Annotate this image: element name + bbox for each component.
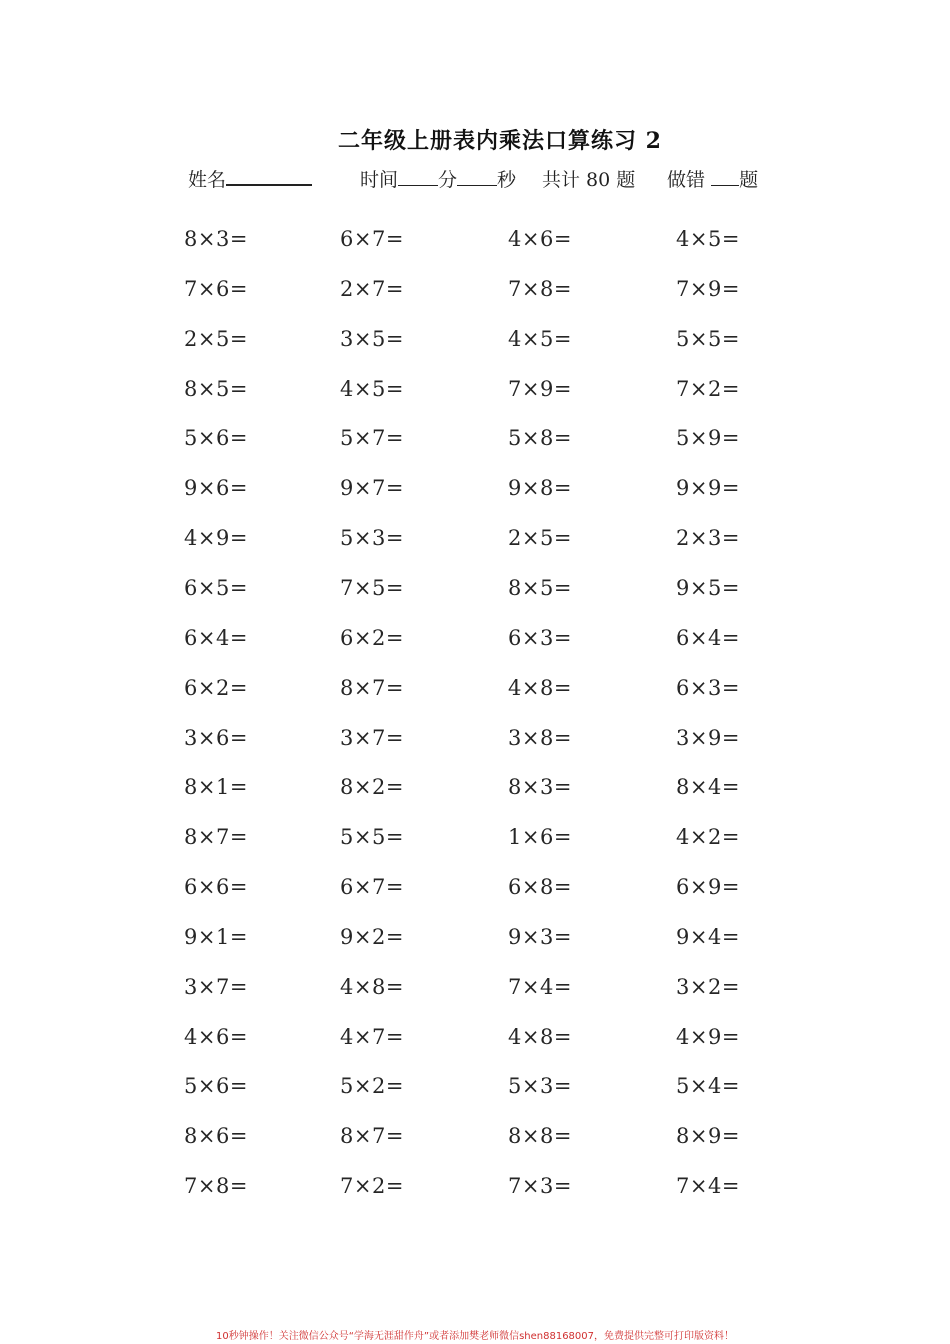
problem-cell: 9×2=: [340, 925, 404, 949]
problem-cell: 6×5=: [184, 576, 248, 600]
problem-cell: 8×6=: [184, 1124, 248, 1148]
problem-cell: 9×9=: [676, 476, 740, 500]
problem-cell: 5×5=: [676, 327, 740, 351]
problem-cell: 3×8=: [508, 726, 572, 750]
problem-cell: 9×6=: [184, 476, 248, 500]
problem-cell: 6×9=: [676, 875, 740, 899]
minute-label: 分: [438, 169, 458, 191]
problem-cell: 8×5=: [508, 576, 572, 600]
time-label: 时间: [360, 169, 399, 191]
problem-cell: 3×7=: [184, 975, 248, 999]
problem-cell: 8×9=: [676, 1124, 740, 1148]
problem-cell: 4×6=: [508, 227, 572, 251]
problem-cell: 4×8=: [340, 975, 404, 999]
problem-cell: 4×5=: [508, 327, 572, 351]
problem-cell: 7×3=: [508, 1174, 572, 1198]
problem-cell: 8×2=: [340, 775, 404, 799]
problem-cell: 9×7=: [340, 476, 404, 500]
problem-cell: 6×7=: [340, 875, 404, 899]
problem-cell: 7×4=: [508, 975, 572, 999]
problem-cell: 7×2=: [676, 377, 740, 401]
problem-cell: 5×6=: [184, 1074, 248, 1098]
problem-cell: 9×3=: [508, 925, 572, 949]
problem-cell: 3×5=: [340, 327, 404, 351]
problem-cell: 5×9=: [676, 426, 740, 450]
problem-cell: 7×8=: [508, 277, 572, 301]
problem-cell: 8×3=: [508, 775, 572, 799]
problem-cell: 6×4=: [676, 626, 740, 650]
problem-cell: 4×9=: [184, 526, 248, 550]
wrong-suffix: 题: [739, 169, 759, 191]
problem-cell: 6×7=: [340, 227, 404, 251]
problem-cell: 8×1=: [184, 775, 248, 799]
problem-cell: 5×3=: [340, 526, 404, 550]
problem-cell: 7×2=: [340, 1174, 404, 1198]
problem-cell: 6×3=: [676, 676, 740, 700]
problem-cell: 4×7=: [340, 1025, 404, 1049]
problem-cell: 6×8=: [508, 875, 572, 899]
problem-cell: 7×8=: [184, 1174, 248, 1198]
problem-cell: 8×7=: [340, 1124, 404, 1148]
problem-cell: 3×9=: [676, 726, 740, 750]
problem-cell: 5×2=: [340, 1074, 404, 1098]
problem-cell: 3×7=: [340, 726, 404, 750]
problem-cell: 4×5=: [676, 227, 740, 251]
problem-cell: 9×5=: [676, 576, 740, 600]
problem-cell: 8×5=: [184, 377, 248, 401]
total-count: 共计 80 题: [542, 169, 636, 191]
problem-cell: 8×3=: [184, 227, 248, 251]
problem-cell: 3×2=: [676, 975, 740, 999]
problem-cell: 8×8=: [508, 1124, 572, 1148]
problem-cell: 7×9=: [508, 377, 572, 401]
wrong-label: 做错: [667, 169, 706, 191]
problem-cell: 7×6=: [184, 277, 248, 301]
problem-cell: 5×7=: [340, 426, 404, 450]
problem-cell: 4×8=: [508, 1025, 572, 1049]
problem-cell: 3×6=: [184, 726, 248, 750]
problem-cell: 4×2=: [676, 825, 740, 849]
name-label: 姓名: [188, 169, 227, 191]
problem-cell: 6×6=: [184, 875, 248, 899]
problem-cell: 8×4=: [676, 775, 740, 799]
problem-cell: 6×2=: [340, 626, 404, 650]
problem-cell: 7×5=: [340, 576, 404, 600]
problem-cell: 9×4=: [676, 925, 740, 949]
problem-cell: 6×3=: [508, 626, 572, 650]
problem-cell: 2×5=: [184, 327, 248, 351]
problem-cell: 1×6=: [508, 825, 572, 849]
problem-cell: 7×4=: [676, 1174, 740, 1198]
problem-cell: 2×3=: [676, 526, 740, 550]
problem-cell: 4×6=: [184, 1025, 248, 1049]
page-title: 二年级上册表内乘法口算练习 2: [338, 128, 662, 154]
problem-cell: 5×4=: [676, 1074, 740, 1098]
problem-cell: 8×7=: [184, 825, 248, 849]
second-label: 秒: [497, 169, 517, 191]
problem-cell: 9×1=: [184, 925, 248, 949]
problem-cell: 2×7=: [340, 277, 404, 301]
problem-cell: 2×5=: [508, 526, 572, 550]
problem-cell: 4×8=: [508, 676, 572, 700]
problem-cell: 4×9=: [676, 1025, 740, 1049]
problem-cell: 9×8=: [508, 476, 572, 500]
problem-cell: 7×9=: [676, 277, 740, 301]
problem-cell: 5×6=: [184, 426, 248, 450]
problem-cell: 4×5=: [340, 377, 404, 401]
problem-cell: 5×3=: [508, 1074, 572, 1098]
problem-cell: 5×5=: [340, 825, 404, 849]
problem-cell: 5×8=: [508, 426, 572, 450]
problem-cell: 8×7=: [340, 676, 404, 700]
footer-note: 10秒钟操作！关注微信公众号“学海无涯甜作舟”或者添加樊老师微信shen88168007，免费提供完整可打印版资料！: [215, 1331, 735, 1342]
problem-cell: 6×4=: [184, 626, 248, 650]
problem-cell: 6×2=: [184, 676, 248, 700]
